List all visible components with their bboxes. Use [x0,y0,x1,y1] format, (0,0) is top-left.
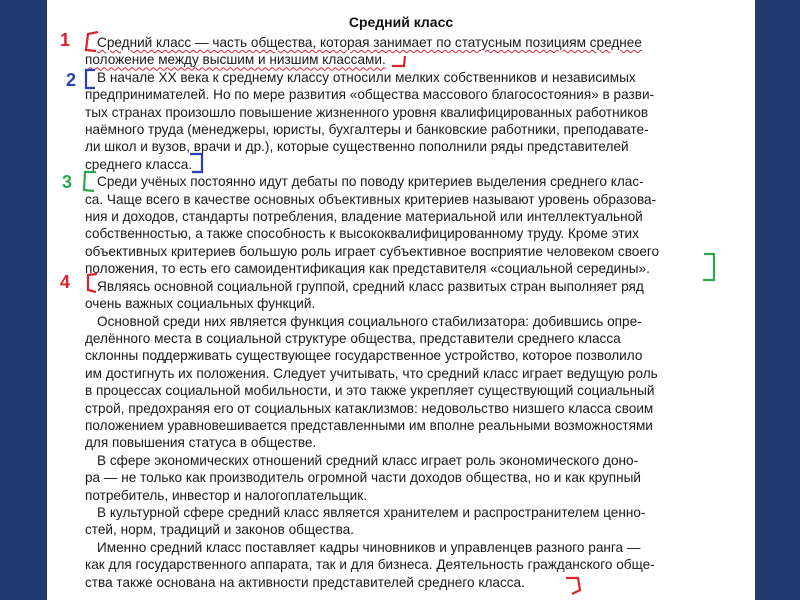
text-line-19: склонны поддерживать существующее государственное устройство, которое позволило [85,348,643,364]
text-line-9: Среди учёных постоянно идут дебаты по поводу критериев выделения среднего клас- [97,174,644,190]
annotation-number-2: 2 [66,70,77,90]
text-line-29: стей, норм, традиций и законов общества. [85,522,354,538]
text-line-2: положение между высшим и низшим классами. [85,52,386,68]
text-line-6: наёмного труда (менеджеры, юристы, бухгалтеры и банковские работники, преподавате- [85,122,649,138]
document-body [85,34,725,591]
text-line-3: В начале XX века к среднему классу относили мелких собственников и независимых [97,69,636,85]
text-line-25: В сфере экономических отношений средний класс играет роль экономического доно- [97,452,639,468]
text-line-20: им достигнуть их положения. Следует учитывать, что средний класс играет ведущую роль [85,365,658,381]
text-line-21: в процессах социальной мобильности, и это также укрепляет существующий социальный [85,383,655,399]
text-line-16: очень важных социальных функций. [85,296,316,312]
text-line-13: объективных критериев большую роль играет субъективное восприятие человеком своего [85,243,660,259]
text-line-24: для повышения статуса в обществе. [85,435,317,451]
annotation-number-3: 3 [62,172,73,192]
text-line-14: положения, то есть его самоидентификация как представителя «социальной середины». [85,261,650,277]
text-line-12: собственностью, а также способность к высококвалифицированному труду. Кроме этих [85,226,639,242]
document-page [47,0,755,600]
text-line-5: тых странах произошло повышение жизненного уровня квалифицированных работников [85,104,649,120]
document-title: Средний класс [348,14,454,30]
text-line-17: Основной среди них является функция социального стабилизатора: добившись опре- [97,313,642,329]
text-line-28: В культурной сфере средний класс является хранителем и распространителем ценно- [97,504,646,520]
text-line-8: среднего класса. [85,156,193,172]
text-line-18: делённого места в социальной структуре общества, представители среднего класса [85,330,621,346]
annotation-number-4: 4 [60,272,71,292]
text-line-32: ства также основана на активности представителей среднего класса. [85,574,525,590]
text-line-10: са. Чаще всего в качестве основных объективных критериев называют уровень образова- [85,191,657,207]
text-line-30: Именно средний класс поставляет кадры чиновников и управленцев разного ранга — [97,539,641,555]
text-line-27: потребитель, инвестор и налогоплательщик. [85,487,367,503]
text-line-1: Средний класс — часть общества, которая занимает по статусным позициям среднее [97,35,642,50]
text-line-26: ра — не только как производитель огромной части доходов общества, но и как крупный [85,470,642,486]
text-line-22: строй, предохраняя его от социальных катаклизмов: недовольство низшего класса своим [85,400,654,416]
text-line-23: положением уравновешивается представленными им вполне реальными возможностями [85,417,653,433]
text-line-4: предпринимателей. Но по мере развития «общества массового благосостояния» в разви- [85,87,655,103]
annotation-number-1: 1 [60,30,71,50]
text-line-11: ния и доходов, стандарты потребления, владение материальной или интеллектуальной [85,209,643,225]
text-line-15: Являясь основной социальной группой, средний класс развитых стран выполняет ряд [97,278,644,294]
text-line-31: как для государственного аппарата, так и для бизнеса. Деятельность гражданского обще- [85,557,655,573]
text-line-7: ли школ и вузов, врачи и др.), которые существенно пополнили ряды представителей [85,139,629,155]
